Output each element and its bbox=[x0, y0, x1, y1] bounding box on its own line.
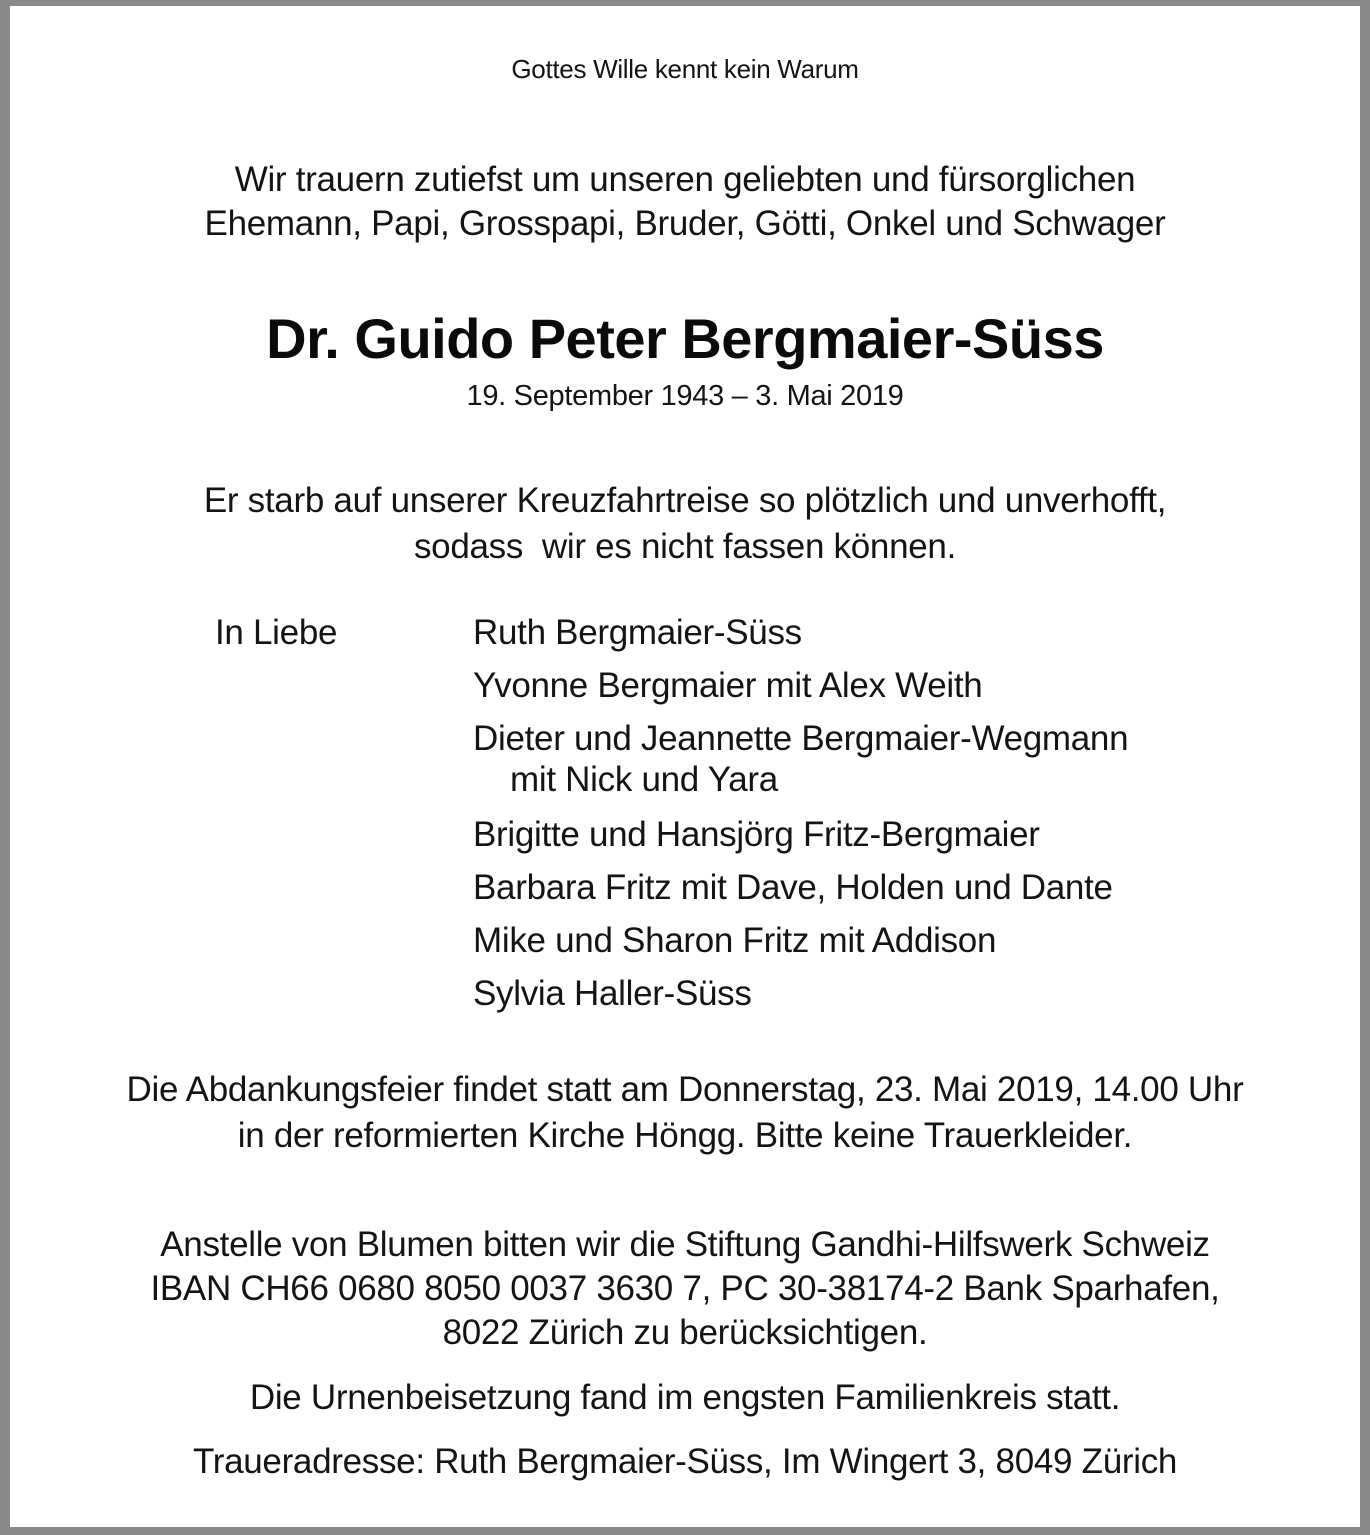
intro-text bbox=[0, 158, 1370, 246]
signer-name: Dieter und Jeannette Bergmaier-Wegmann bbox=[473, 719, 1129, 758]
signature-label: In Liebe bbox=[215, 613, 338, 652]
donation-line-2: IBAN CH66 0680 8050 0037 3630 7, PC 30-38174-2 Bank Sparhafen, bbox=[150, 1269, 1220, 1308]
donation-line-3: 8022 Zürich zu berücksichtigen. bbox=[442, 1313, 928, 1352]
death-line-2: sodass wir es nicht fassen können. bbox=[413, 527, 956, 566]
signer-item: Brigitte und Hansjörg Fritz-Bergmaier bbox=[473, 815, 1040, 854]
donation-text bbox=[0, 1223, 1370, 1355]
ceremony-line-1: Die Abdankungsfeier findet statt am Donnerstag, 23. Mai 2019, 14.00 Uhr bbox=[126, 1070, 1244, 1109]
deceased-name: Dr. Guido Peter Bergmaier-Süss bbox=[266, 307, 1104, 370]
intro-line-1: Wir trauern zutiefst um unseren geliebten und fürsorglichen bbox=[234, 160, 1136, 199]
signer-item: Ruth Bergmaier-Süss bbox=[473, 613, 802, 652]
death-text bbox=[0, 478, 1370, 570]
intro-line-2: Ehemann, Papi, Grosspapi, Bruder, Götti, Onkel und Schwager bbox=[204, 204, 1166, 243]
life-dates: 19. September 1943 – 3. Mai 2019 bbox=[466, 380, 904, 412]
death-line-1: Er starb auf unserer Kreuzfahrtreise so plötzlich und unverhofft, bbox=[203, 481, 1167, 520]
signer-list bbox=[473, 613, 1128, 1027]
donation-line-1: Anstelle von Blumen bitten wir die Stiftung Gandhi-Hilfswerk Schweiz bbox=[160, 1225, 1210, 1264]
ceremony-text bbox=[0, 1067, 1370, 1159]
urn-note: Die Urnenbeisetzung fand im engsten Familienkreis statt. bbox=[249, 1378, 1121, 1417]
mourning-address: Traueradresse: Ruth Bergmaier-Süss, Im Wingert 3, 8049 Zürich bbox=[192, 1442, 1178, 1481]
signer-item: Sylvia Haller-Süss bbox=[473, 974, 752, 1013]
motto: Gottes Wille kennt kein Warum bbox=[511, 54, 859, 84]
signer-item bbox=[473, 719, 1128, 815]
signer-subline: mit Nick und Yara bbox=[510, 760, 778, 799]
signer-item: Barbara Fritz mit Dave, Holden und Dante bbox=[473, 868, 1113, 907]
ceremony-line-2: in der reformierten Kirche Höngg. Bitte keine Trauerkleider. bbox=[237, 1116, 1133, 1155]
signer-item: Yvonne Bergmaier mit Alex Weith bbox=[473, 666, 983, 705]
signer-item: Mike und Sharon Fritz mit Addison bbox=[473, 921, 997, 960]
